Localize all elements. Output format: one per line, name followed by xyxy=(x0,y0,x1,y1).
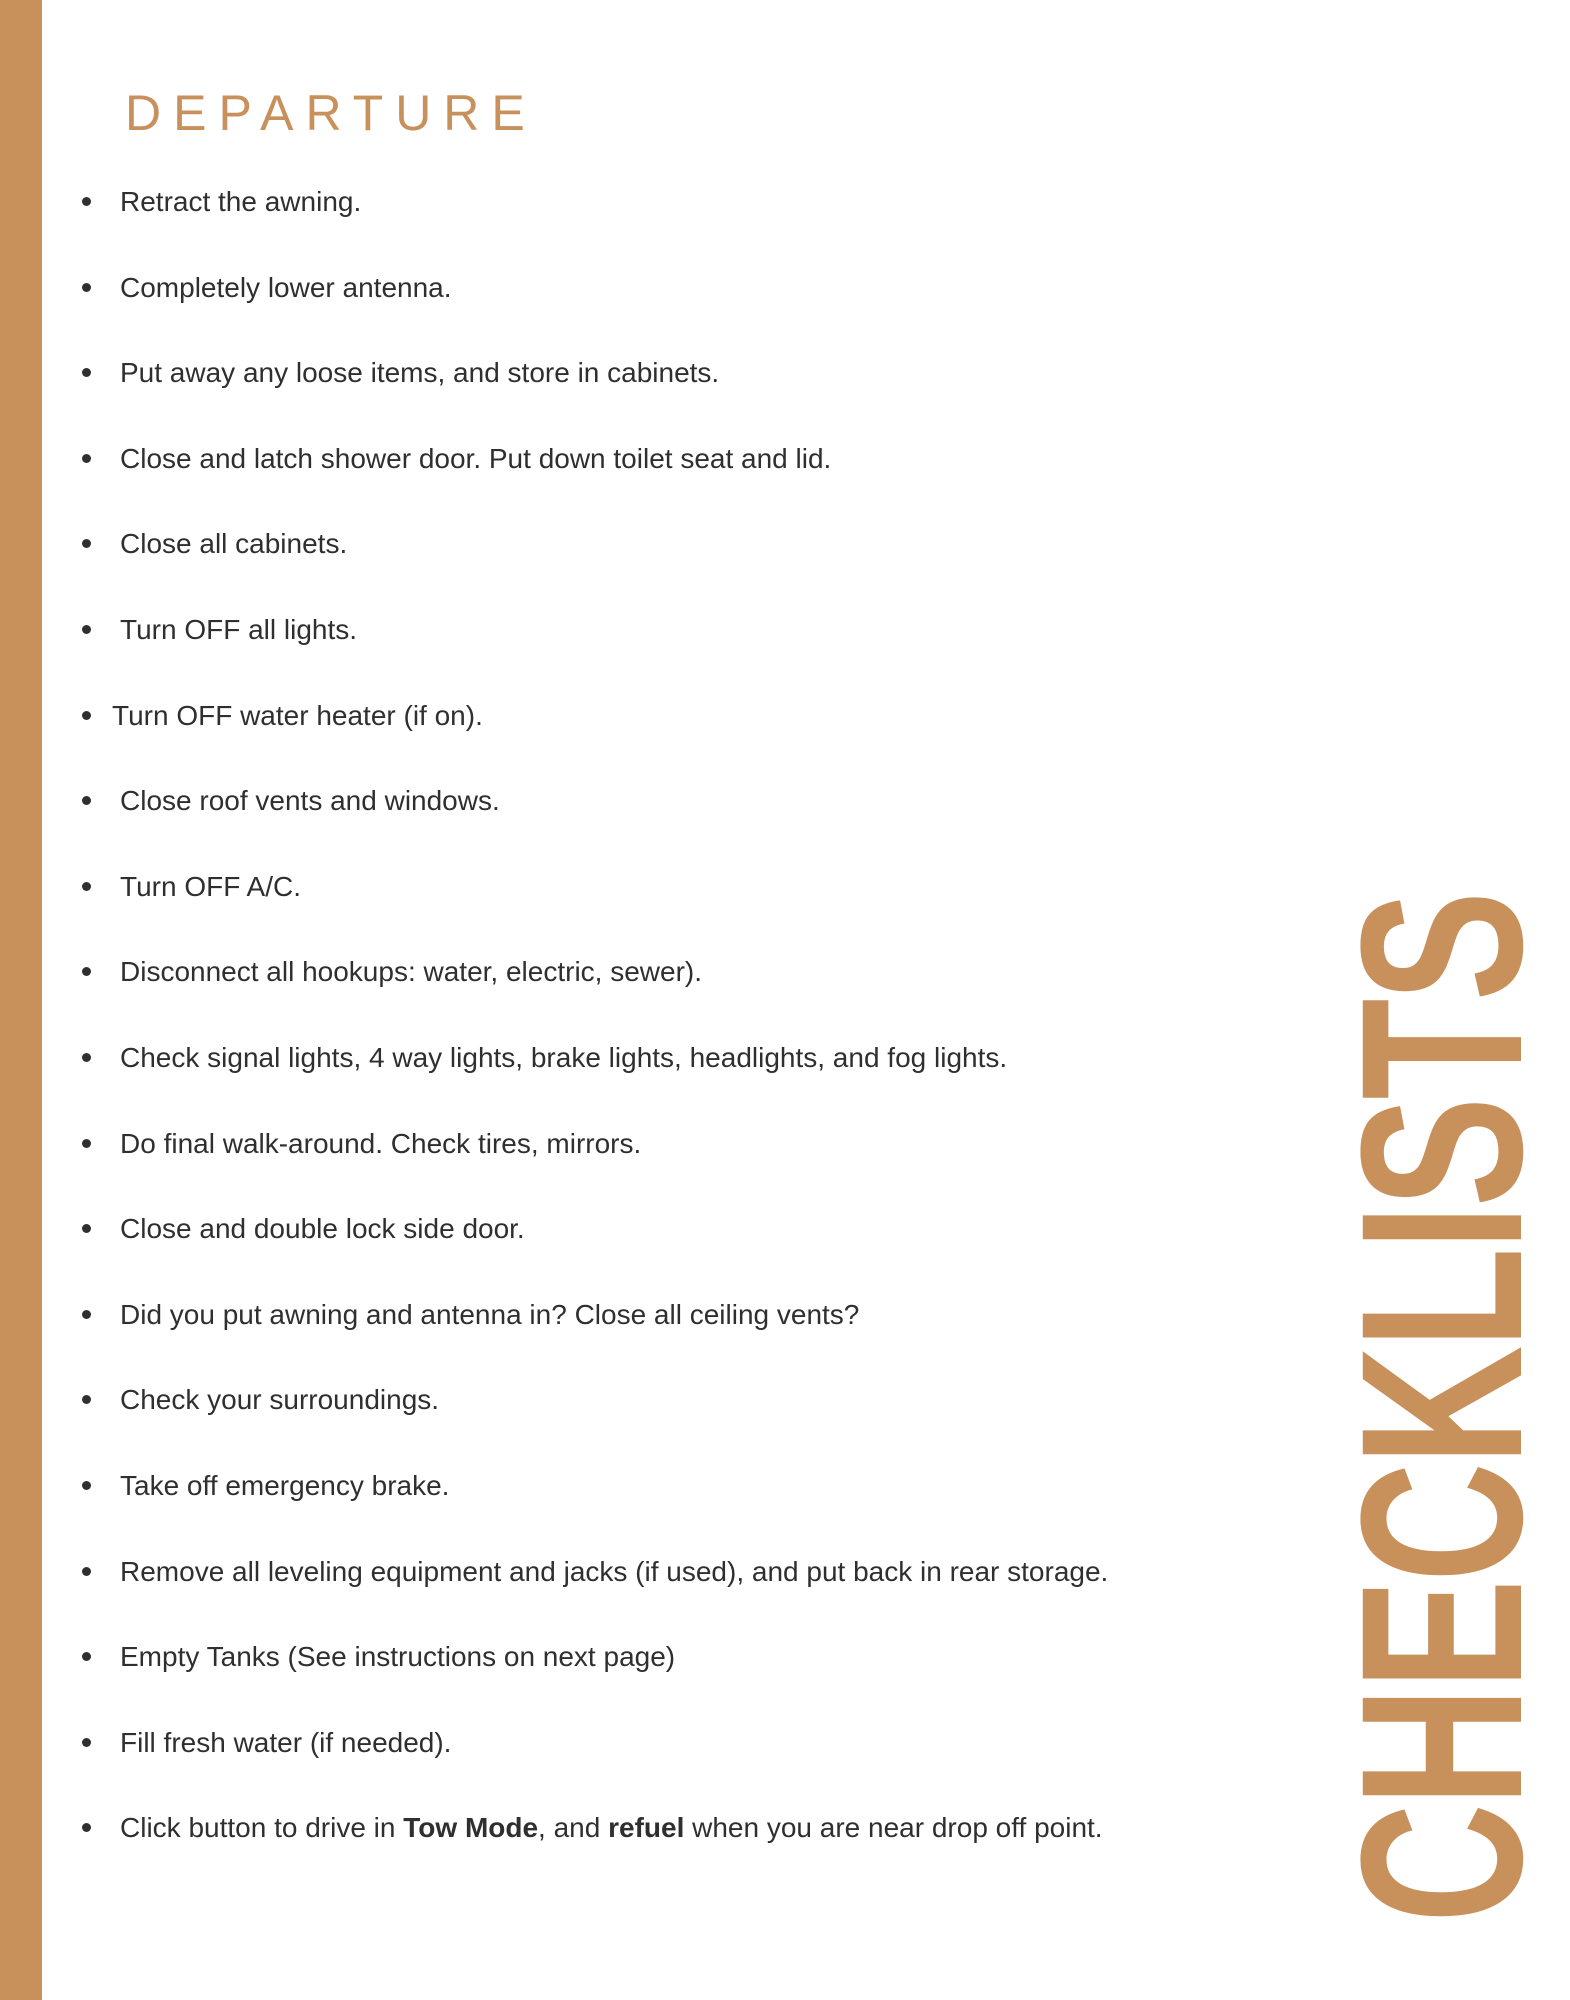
list-item-text: Fill fresh water (if needed). xyxy=(120,1726,452,1758)
bullet-icon xyxy=(82,625,91,634)
bullet-icon xyxy=(82,539,91,548)
list-item-text: Disconnect all hookups: water, electric, sewer). xyxy=(120,956,703,988)
list-item-text xyxy=(120,1798,1103,1858)
list-item-text: Retract the awning. xyxy=(120,186,362,217)
page-heading: DEPARTURE xyxy=(125,85,537,141)
list-item-text: Close and latch shower door. Put down toilet seat and lid. xyxy=(120,442,832,474)
bullet-icon xyxy=(82,882,91,891)
list-item-text: Remove all leveling equipment and jacks (if used), and put back in rear storage. xyxy=(120,1555,1109,1587)
bullet-icon xyxy=(82,711,91,720)
bullet-icon xyxy=(82,283,91,292)
list-item-text: Close and double lock side door. xyxy=(120,1213,525,1245)
refuel-emphasis: refuel xyxy=(608,1812,685,1844)
tow-mode-emphasis: Tow Mode xyxy=(403,1812,539,1844)
list-item-text: Completely lower antenna. xyxy=(120,271,452,303)
last-item-text-part: when you are near drop off point. xyxy=(684,1812,1103,1844)
checklists-label: CHECKLISTS xyxy=(1313,893,1570,1923)
list-item-text: Close all cabinets. xyxy=(120,528,348,560)
list-item-text: Check your surroundings. xyxy=(120,1384,440,1416)
bullet-icon xyxy=(82,1652,91,1661)
list-item-text: Turn OFF all lights. xyxy=(120,613,358,645)
bullet-icon xyxy=(82,368,91,377)
bullet-icon xyxy=(82,197,91,206)
bullet-icon xyxy=(82,1224,91,1233)
bullet-icon xyxy=(82,967,91,976)
list-item-text: Turn OFF A/C. xyxy=(120,870,301,902)
list-item-text: Do final walk-around. Check tires, mirrors. xyxy=(120,1127,642,1159)
list-item-text: Take off emergency brake. xyxy=(120,1469,450,1501)
list-item-text: Did you put awning and antenna in? Close all ceiling vents? xyxy=(120,1298,860,1330)
bullet-icon xyxy=(82,1053,91,1062)
list-item-text: Empty Tanks (See instructions on next page) xyxy=(120,1641,676,1673)
list-item-text: Turn OFF water heater (if on). xyxy=(112,699,483,731)
bullet-icon xyxy=(82,1139,91,1148)
bullet-icon xyxy=(82,1567,91,1576)
bullet-icon xyxy=(82,1738,91,1747)
bullet-icon xyxy=(82,1395,91,1404)
last-item-text-part: , and xyxy=(538,1812,609,1844)
list-item-text: Put away any loose items, and store in cabinets. xyxy=(120,357,720,389)
last-item-text-part: Click button to drive in xyxy=(120,1812,404,1844)
bullet-icon xyxy=(82,1481,91,1490)
bullet-icon xyxy=(82,1823,91,1832)
list-item-text: Close roof vents and windows. xyxy=(120,785,500,817)
bullet-icon xyxy=(82,1310,91,1319)
bullet-icon xyxy=(82,454,91,463)
list-item-text: Check signal lights, 4 way lights, brake lights, headlights, and fog lights. xyxy=(120,1041,1008,1073)
bullet-icon xyxy=(82,796,91,805)
side-accent-stripe xyxy=(0,0,42,2000)
